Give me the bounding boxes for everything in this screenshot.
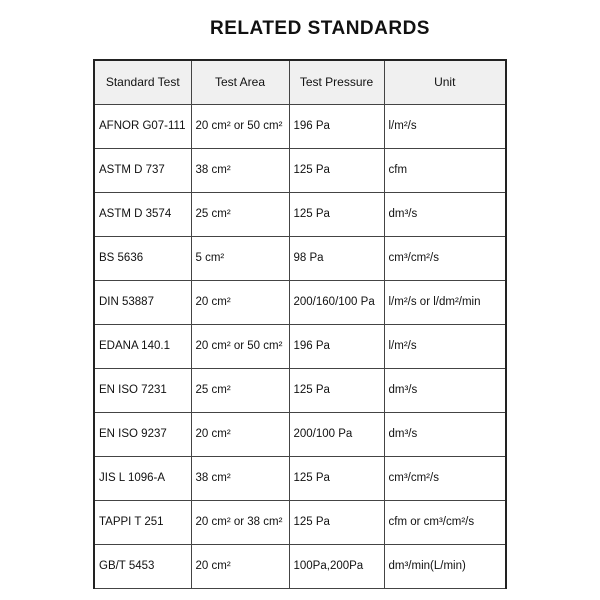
cell-standard-test: GB/T 5453 <box>94 544 191 588</box>
cell-unit: dm³/s <box>384 412 506 456</box>
cell-unit: cm³/cm²/s <box>384 456 506 500</box>
cell-unit: dm³/s <box>384 368 506 412</box>
cell-unit: l/m²/s <box>384 104 506 148</box>
cell-unit: cfm or cm³/cm²/s <box>384 500 506 544</box>
cell-unit: l/m²/s <box>384 324 506 368</box>
header-row <box>94 60 506 104</box>
table-row <box>94 368 506 412</box>
table-row <box>94 236 506 280</box>
header-test-pressure: Test Pressure <box>289 60 384 104</box>
cell-test-area: 25 cm² <box>191 368 289 412</box>
cell-test-pressure: 200/100 Pa <box>289 412 384 456</box>
cell-test-pressure: 196 Pa <box>289 104 384 148</box>
cell-test-pressure: 125 Pa <box>289 456 384 500</box>
cell-unit: dm³/s <box>384 192 506 236</box>
cell-standard-test: EN ISO 7231 <box>94 368 191 412</box>
cell-standard-test: EN ISO 9237 <box>94 412 191 456</box>
cell-standard-test: EDANA 140.1 <box>94 324 191 368</box>
cell-test-area: 25 cm² <box>191 192 289 236</box>
cell-standard-test: JIS L 1096-A <box>94 456 191 500</box>
table-row <box>94 324 506 368</box>
cell-test-area: 38 cm² <box>191 456 289 500</box>
header-test-area: Test Area <box>191 60 289 104</box>
cell-standard-test: DIN 53887 <box>94 280 191 324</box>
cell-unit: cm³/cm²/s <box>384 236 506 280</box>
table-row <box>94 456 506 500</box>
page-title: RELATED STANDARDS <box>210 18 430 39</box>
cell-test-pressure: 125 Pa <box>289 148 384 192</box>
standards-table-container <box>93 59 507 589</box>
table-row <box>94 148 506 192</box>
cell-test-area: 20 cm² <box>191 544 289 588</box>
table-body <box>94 104 506 588</box>
cell-test-pressure: 200/160/100 Pa <box>289 280 384 324</box>
header-unit: Unit <box>384 60 506 104</box>
cell-standard-test: TAPPI T 251 <box>94 500 191 544</box>
cell-test-pressure: 125 Pa <box>289 192 384 236</box>
cell-test-area: 20 cm² <box>191 280 289 324</box>
cell-test-area: 20 cm² or 38 cm² <box>191 500 289 544</box>
cell-test-area: 20 cm² or 50 cm² <box>191 324 289 368</box>
table-header <box>94 60 506 104</box>
cell-test-pressure: 125 Pa <box>289 500 384 544</box>
table-row <box>94 104 506 148</box>
cell-test-area: 20 cm² or 50 cm² <box>191 104 289 148</box>
cell-standard-test: AFNOR G07-111 <box>94 104 191 148</box>
table-row <box>94 544 506 588</box>
cell-test-pressure: 100Pa,200Pa <box>289 544 384 588</box>
cell-unit: l/m²/s or l/dm²/min <box>384 280 506 324</box>
cell-unit: dm³/min(L/min) <box>384 544 506 588</box>
cell-test-area: 20 cm² <box>191 412 289 456</box>
table-row <box>94 280 506 324</box>
table-row <box>94 500 506 544</box>
header-standard-test: Standard Test <box>94 60 191 104</box>
cell-standard-test: ASTM D 3574 <box>94 192 191 236</box>
cell-unit: cfm <box>384 148 506 192</box>
cell-standard-test: BS 5636 <box>94 236 191 280</box>
table-row <box>94 192 506 236</box>
table-row <box>94 412 506 456</box>
cell-test-area: 5 cm² <box>191 236 289 280</box>
cell-standard-test: ASTM D 737 <box>94 148 191 192</box>
cell-test-pressure: 98 Pa <box>289 236 384 280</box>
standards-table <box>93 59 507 589</box>
cell-test-area: 38 cm² <box>191 148 289 192</box>
cell-test-pressure: 196 Pa <box>289 324 384 368</box>
cell-test-pressure: 125 Pa <box>289 368 384 412</box>
